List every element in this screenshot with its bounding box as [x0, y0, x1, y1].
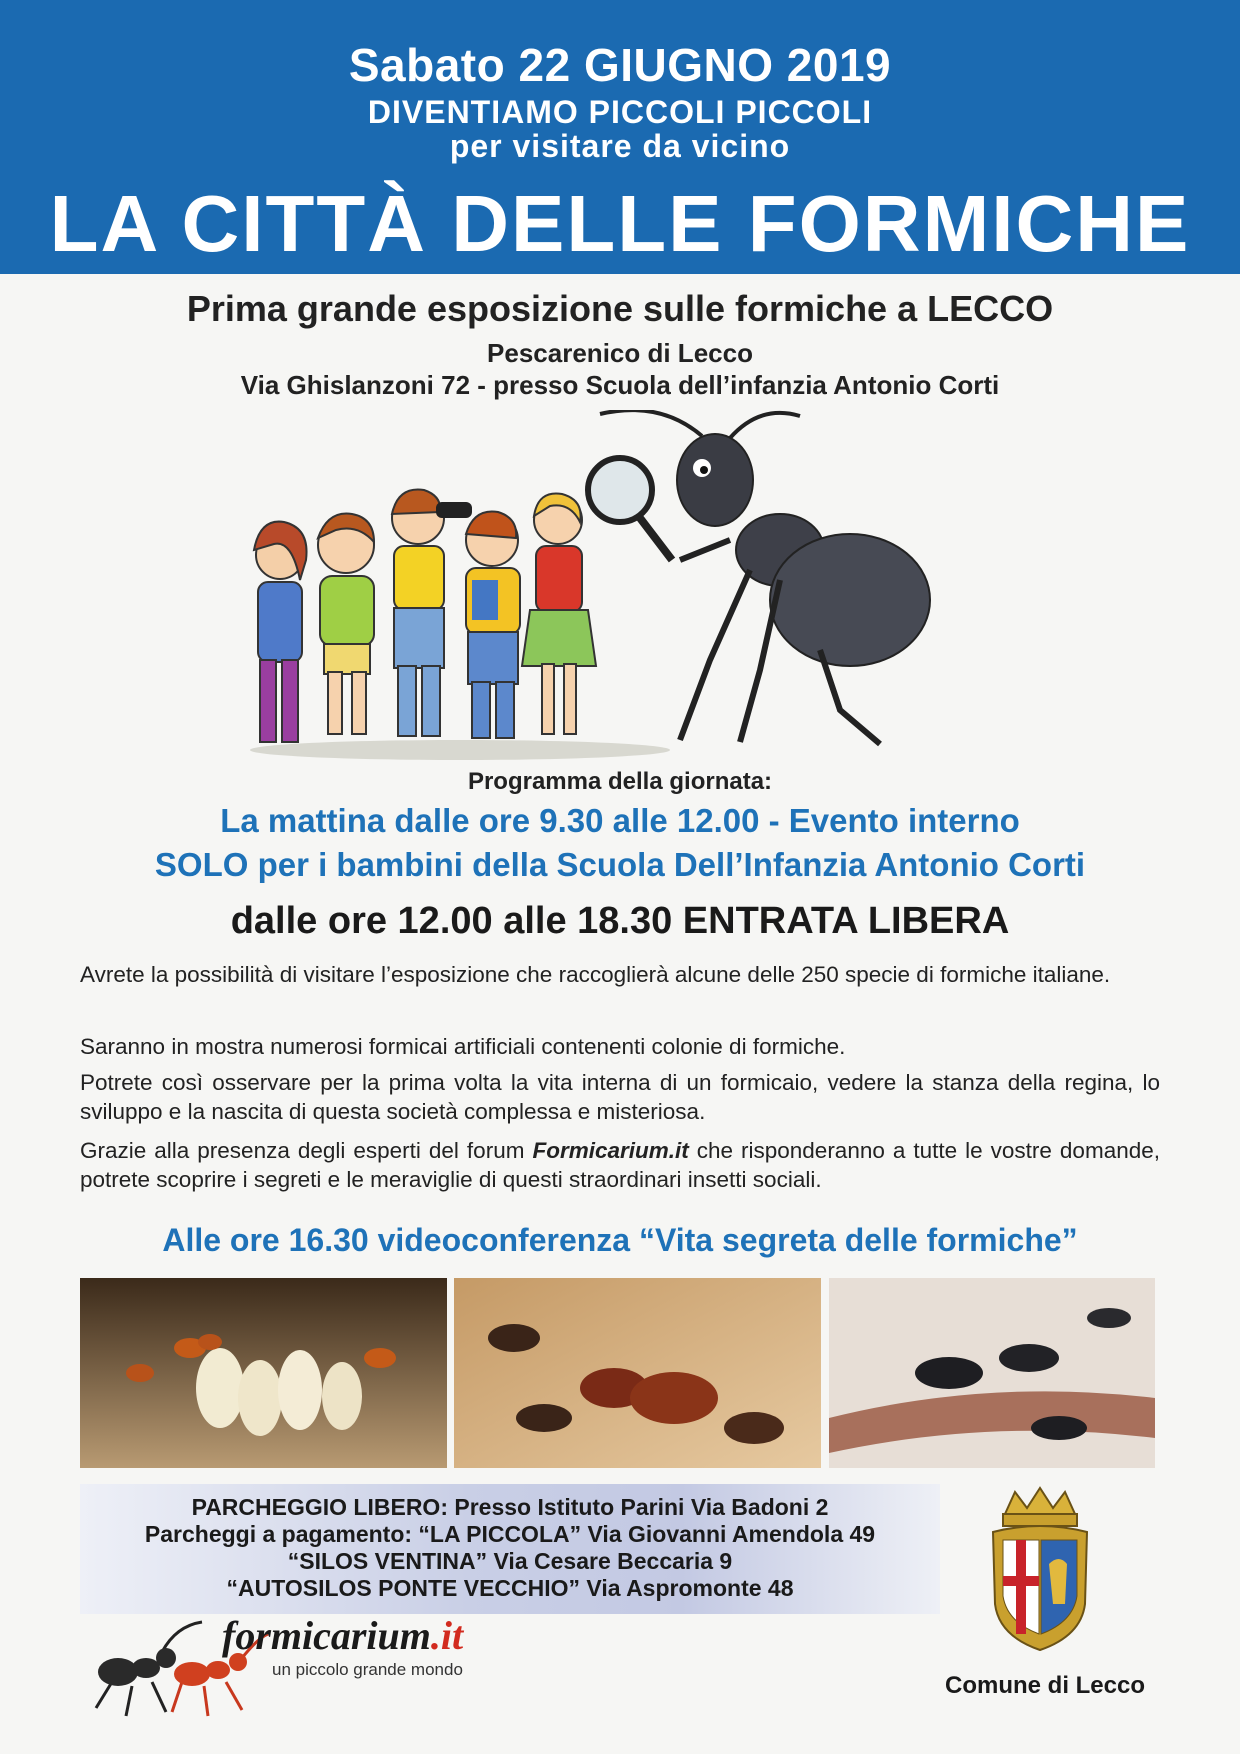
parking-paid: “AUTOSILOS PONTE VECCHIO” Via Aspromonte 48 [226, 1575, 794, 1601]
child-figure [392, 490, 472, 737]
parking-info [80, 1484, 940, 1614]
event-title: LA CITTÀ DELLE FORMICHE [49, 179, 1191, 268]
description-text: Grazie alla presenza degli esperti del forum [80, 1138, 533, 1163]
ant-figure [588, 410, 930, 744]
venue-place: Pescarenico di Lecco [487, 338, 753, 368]
child-figure [318, 514, 374, 735]
child-figure [466, 511, 520, 738]
header-subtitle-1: DIVENTIAMO PICCOLI PICCOLI [367, 94, 873, 130]
ant-photo [80, 1278, 447, 1468]
description-paragraph: Avrete la possibilità di visitare l’esposizione che raccoglierà alcune delle 250 specie di formiche italiane. [80, 962, 1111, 987]
children-and-ant-illustration [240, 410, 960, 770]
morning-audience: SOLO per i bambini della Scuola Dell’Infanzia Antonio Corti [154, 846, 1086, 883]
ant-photo [454, 1278, 821, 1468]
afternoon-schedule: dalle ore 12.00 alle 18.30 ENTRATA LIBERA [230, 900, 1010, 942]
formicarium-logo [222, 1612, 463, 1659]
parking-paid: Parcheggi a pagamento: “LA PICCOLA” Via Giovanni Amendola 49 [144, 1521, 876, 1547]
forum-name: Formicarium.it [532, 1138, 689, 1163]
description-paragraph: Potrete così osservare per la prima volta la vita interna di un formicaio, vedere la stanza della regina, lo sviluppo e la nascita di questa società complessa e misteriosa. [80, 1070, 1160, 1124]
description-text: che risponderanno a tutte le vostre domande, potrete scoprire i segreti e le meraviglie di questi straordinari insetti sociali. [80, 1138, 1160, 1192]
logo-suffix: .it [430, 1613, 464, 1658]
program-heading: Programma della giornata: [467, 768, 773, 795]
event-date: Sabato 22 GIUGNO 2019 [348, 39, 892, 91]
morning-schedule: La mattina dalle ore 9.30 alle 12.00 - Evento interno [220, 802, 1020, 839]
videoconference-announcement: Alle ore 16.30 videoconferenza “Vita segreta delle formiche” [162, 1222, 1078, 1258]
child-figure [522, 493, 596, 734]
lecco-coat-of-arms-icon [985, 1484, 1095, 1654]
parking-free: PARCHEGGIO LIBERO: Presso Istituto Parini Via Badoni 2 [191, 1494, 829, 1520]
header-subtitle-2: per visitare da vicino [449, 128, 791, 164]
exhibition-heading: Prima grande esposizione sulle formiche a LECCO [186, 288, 1054, 329]
description-paragraph: Saranno in mostra numerosi formicai artificiali contenenti colonie di formiche. [80, 1034, 846, 1059]
child-figure [254, 522, 307, 742]
header-banner [0, 0, 1240, 274]
logo-name: formicarium [222, 1613, 431, 1658]
venue-address: Via Ghislanzoni 72 - presso Scuola dell’infanzia Antonio Corti [240, 370, 1000, 400]
municipality-name: Comune di Lecco [944, 1672, 1146, 1699]
description-paragraph [80, 1136, 1160, 1194]
logo-tagline: un piccolo grande mondo [272, 1660, 463, 1679]
parking-paid: “SILOS VENTINA” Via Cesare Beccaria 9 [287, 1548, 733, 1574]
ant-photo [829, 1278, 1155, 1468]
